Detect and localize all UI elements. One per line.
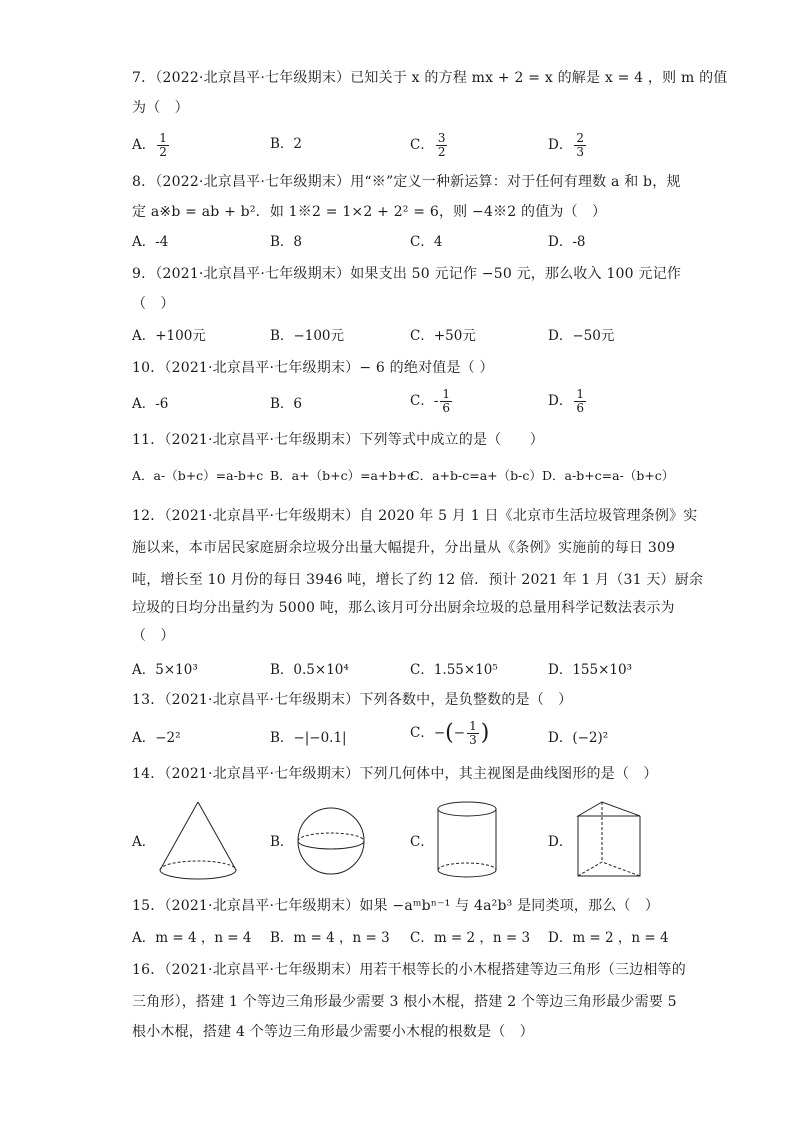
q14-stem-line1: 14．（2021·北京昌平·七年级期末）下列几何体中，其主视图是曲线图形的是（ ） — [132, 766, 658, 782]
q7-stem-line1: 7．（2022·北京昌平·七年级期末）已知关于 x 的方程 mx + 2 = x 的解是 x = 4 ，则 m 的值 — [132, 70, 728, 86]
cylinder-figure — [436, 800, 498, 882]
q7-stem-line2: 为（ ） — [132, 100, 189, 116]
prism-figure — [574, 800, 644, 880]
q16-stem-line3: 根小木棍，搭建 4 个等边三角形最少需要小木棍的根数是（ ） — [132, 1024, 534, 1040]
q7-option-d: D． $\frac{2}{3}$ — [548, 131, 584, 159]
q12-stem-line4: 垃圾的日均分出量约为 5000 吨，那么该月可分出厨余垃圾的总量用科学记数法表示为 — [132, 600, 675, 616]
cone-figure — [158, 800, 238, 882]
q12-stem-line3: 吨，增长至 10 月份的每日 3946 吨，增长了约 12 倍．预计 2021 年 1 月（31 天）厨余 — [132, 572, 704, 588]
q8-option-c: C．4 — [410, 234, 443, 250]
q13-option-c: C．−(− $\frac{1}{3}$ ) — [410, 719, 490, 747]
q12-stem-line5: （ ） — [132, 628, 175, 644]
q11-option-d: D．a-b+c=a-（b+c） — [542, 468, 675, 483]
q8-option-d: D．-8 — [548, 234, 586, 250]
q15-stem-line1: 15．（2021·北京昌平·七年级期末）如果 −aᵐbⁿ⁻¹ 与 4a²b³ 是同类项，那么（ ） — [132, 898, 660, 914]
q12-stem-line1: 12．（2021·北京昌平·七年级期末）自 2020 年 5 月 1 日《北京市生活垃圾管理条例》实 — [132, 508, 698, 524]
q8-stem-line2: 定 a※b = ab + b²．如 1※2 = 1×2 + 2² = 6，则 −4※2 的值为（ ） — [132, 204, 607, 220]
q16-stem-line2: 三角形），搭建 1 个等边三角形最少需要 3 根小木棍，搭建 2 个等边三角形最少需要 5 — [132, 994, 677, 1010]
q15-option-b: B．m = 4 ，n = 3 — [270, 930, 390, 946]
q10-option-d: D． $\frac{1}{6}$ — [548, 387, 584, 415]
q10-stem-line1: 10．（2021·北京昌平·七年级期末）− 6 的绝对值是（ ） — [132, 360, 494, 376]
q15-option-c: C．m = 2 ，n = 3 — [410, 930, 531, 946]
q8-stem-line1: 8．（2022·北京昌平·七年级期末）用“※”定义一种新运算：对于任何有理数 a 和 b，规 — [132, 174, 681, 190]
q8-option-a: A．-4 — [132, 234, 169, 250]
q9-option-a: A．+100元 — [132, 328, 206, 344]
q11-option-b: B．a+（b+c）=a+b+c — [270, 468, 414, 483]
q9-option-c: C．+50元 — [410, 328, 476, 344]
q9-option-d: D．−50元 — [548, 328, 615, 344]
q13-option-b: B．−|−0.1| — [270, 730, 347, 746]
q9-stem-line1: 9．（2021·北京昌平·七年级期末）如果支出 50 元记作 −50 元，那么收入 100 元记作 — [132, 266, 682, 282]
q14-option-d: D． — [548, 834, 573, 850]
q14-option-c: C． — [410, 834, 434, 850]
q7-option-b: B．2 — [270, 136, 303, 152]
q16-stem-line1: 16．（2021·北京昌平·七年级期末）用若干根等长的小木棍搭建等边三角形（三边相等的 — [132, 962, 686, 978]
q12-option-a: A．5×10³ — [132, 662, 198, 678]
q15-option-a: A．m = 4 ，n = 4 — [132, 930, 252, 946]
q11-option-c: C．a+b-c=a+（b-c） — [410, 468, 542, 483]
q12-option-d: D．155×10³ — [548, 662, 632, 678]
q11-stem-line1: 11．（2021·北京昌平·七年级期末）下列等式中成立的是（ ） — [132, 432, 544, 448]
q13-option-d: D．(−2)² — [548, 730, 609, 746]
q11-option-a: A．a-（b+c）=a-b+c — [132, 468, 264, 483]
q12-option-b: B．0.5×10⁴ — [270, 662, 349, 678]
q9-stem-line2: （ ） — [132, 296, 175, 312]
q12-stem-line2: 施以来，本市居民家庭厨余垃圾分出量大幅提升，分出量从《条例》实施前的每日 309 — [132, 540, 676, 556]
q14-option-a: A． — [132, 834, 156, 850]
q10-option-c: C．- $\frac{1}{6}$ — [410, 387, 451, 415]
q10-option-b: B．6 — [270, 396, 303, 412]
q14-option-b: B． — [270, 834, 294, 850]
q7-option-a: A． $\frac{1}{2}$ — [132, 131, 167, 159]
q15-option-d: D．m = 2 ，n = 4 — [548, 930, 669, 946]
q13-option-a: A．−2² — [132, 730, 181, 746]
q9-option-b: B．−100元 — [270, 328, 344, 344]
q7-option-c: C． $\frac{3}{2}$ — [410, 131, 446, 159]
q12-option-c: C．1.55×10⁵ — [410, 662, 498, 678]
sphere-figure — [296, 806, 366, 876]
q13-stem-line1: 13．（2021·北京昌平·七年级期末）下列各数中，是负整数的是（ ） — [132, 692, 573, 708]
q8-option-b: B．8 — [270, 234, 303, 250]
q10-option-a: A．-6 — [132, 396, 169, 412]
